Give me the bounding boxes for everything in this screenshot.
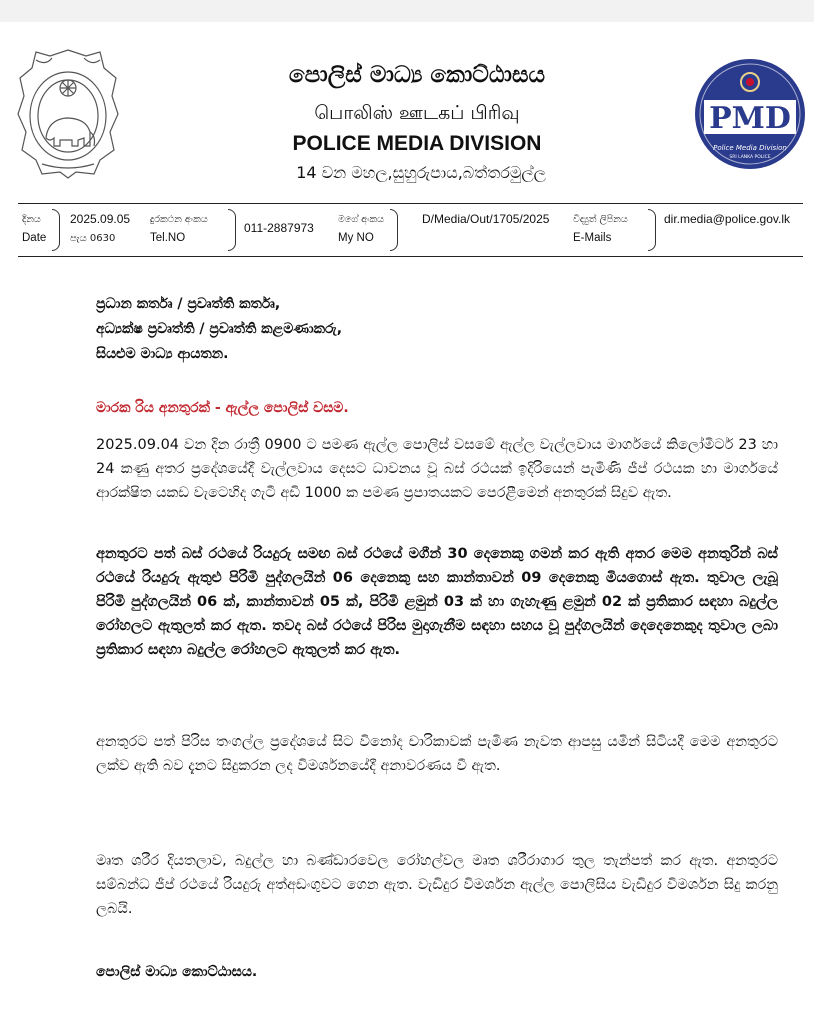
email-value[interactable]: dir.media@police.gov.lk — [664, 212, 791, 226]
brace-divider — [648, 209, 656, 251]
tel-value: 011-2887973 — [244, 221, 314, 235]
letter-subject: මාරක රිය අනතුරක් - ඇල්ල පොලිස් වසම. — [96, 400, 349, 416]
date-label: දිනය Date — [22, 214, 47, 244]
addressee-line: ප්‍රධාන කර්තෘ / ප්‍රවෘත්ති කර්තෘ, — [96, 296, 281, 312]
letterhead-address: 14 වන මහල,සුහුරුපාය,බත්තරමුල්ල — [296, 163, 546, 182]
letter-sheet — [0, 22, 814, 1024]
my-no-value: D/Media/Out/1705/2025 — [422, 212, 550, 226]
addressee-line: සියළුම මාධ්‍ය ආයතන. — [96, 346, 229, 362]
pmd-logo — [694, 58, 806, 170]
pmd-sub-text: SRI LANKA POLICE — [729, 155, 771, 160]
brace-divider — [228, 209, 236, 251]
pmd-ring-text: Police Media Division — [713, 144, 787, 152]
pmd-logo-text: PMD — [709, 101, 791, 136]
brace-divider — [390, 209, 398, 251]
my-no-label: මගේ අංකය My NO — [338, 214, 384, 244]
brace-divider — [52, 209, 60, 251]
body-paragraph-4: මෘත ශරීර දියතලාව, බදුල්ල හා බණ්ඩාරවෙල රෝහල්වල මෘත ශරීරාගාර තුල තැන්පත් කර ඇත. අනතුරට සම්බන්ධ ජීප් රථයේ රියදුරු අත්අඩංගුවට ගෙන ඇත. වැඩිදුර විමර්ශන ඇල්ල පොලිසිය වැඩිදුර විමර්ශන සිදු කරනු ලබයි. — [96, 853, 778, 917]
letter-info-strip — [18, 203, 803, 257]
body-paragraph-3: අනතුරට පත් පිරිස තංගල්ල ප්‍රදේශයේ සිට විනෝද චාරිකාවක් පැමිණ නැවත ආපසු යමින් සිටියදී මෙම අනතුරට ලක්ව ඇති බව දැනට සිදුකරන ලද විමර්ශනයේදී අනාවරණය වී ඇත. — [96, 734, 778, 774]
letterhead-title-english: POLICE MEDIA DIVISION — [292, 132, 542, 155]
addressee-block — [96, 292, 736, 367]
letterhead-title-tamil: பொலிஸ் ஊடகப் பிரிவு — [314, 102, 520, 124]
tel-label: දුරකථන අංකය Tel.NO — [150, 214, 208, 244]
addressee-line: අධ්‍යක්ෂ ප්‍රවෘත්ති / ප්‍රවෘත්ති කළමණාකරු, — [96, 321, 343, 337]
email-label: විද්‍යුත් ලිපිනය E-Mails — [573, 214, 628, 244]
signature: පොලිස් මාධ්‍ය කොට්ඨාසය. — [96, 964, 258, 980]
date-value: 2025.09.05 පැය 0630 — [70, 212, 131, 244]
letterhead-title-sinhala: පොලිස් මාධ්‍ය කොට්ඨාසය — [288, 62, 546, 88]
body-paragraph-2: අනතුරට පත් බස් රථයේ රියදුරු සමඟ බස් රථයේ මගීන් 30 දෙනෙකු ගමන් කර ඇති අතර මෙම අනතුරින් බස් රථයේ රියදුරු ඇතුළු පිරිමි පුද්ගලයින් 06 දෙනෙකු සහ කාන්තාවන් 09 දෙනෙකු මියගොස් ඇත. තුවාල ලැබූ පිරිමි පුද්ගලයින් 06 ක්, කාන්තාවන් 05 ක්, පිරිමි ළමුන් 03 ක් හා ගැහැණු ළමුන් 02 ක් ප්‍රතිකාර සඳහා බදුල්ල රෝහලට ඇතුලත් කර ඇත. තවද බස් රථයේ පිරිස මුදාගැනීම සඳහා සහය වූ පුද්ගලයින් දෙදෙනෙකුද තුවාල ලබා ප්‍රතිකාර සඳහා බදුල්ල රෝහලට ඇතුලත් කර ඇත. — [96, 546, 778, 658]
body-paragraph-1: 2025.09.04 වන දින රාත්‍රී 0900 ට පමණ ඇල්ල පොලිස් වසමේ ඇල්ල වැල්ලවාය මාර්ගයේ කිලෝමීටර් 23 හා 24 කණු අතර ප්‍රදේශයේදී වැල්ලවාය දෙසට ධාවනය වූ බස් රථයක් ඉදිරියෙන් පැමිණි ජීප් රථයක හා මාර්ගයේ ආරක්ෂිත යකඩ වැටෙහිද ගැටී අඩි 1000 ක පමණ ප්‍රපාතයකට පෙරළීමෙන් අනතුරක් සිදුව ඇත. — [96, 437, 778, 501]
